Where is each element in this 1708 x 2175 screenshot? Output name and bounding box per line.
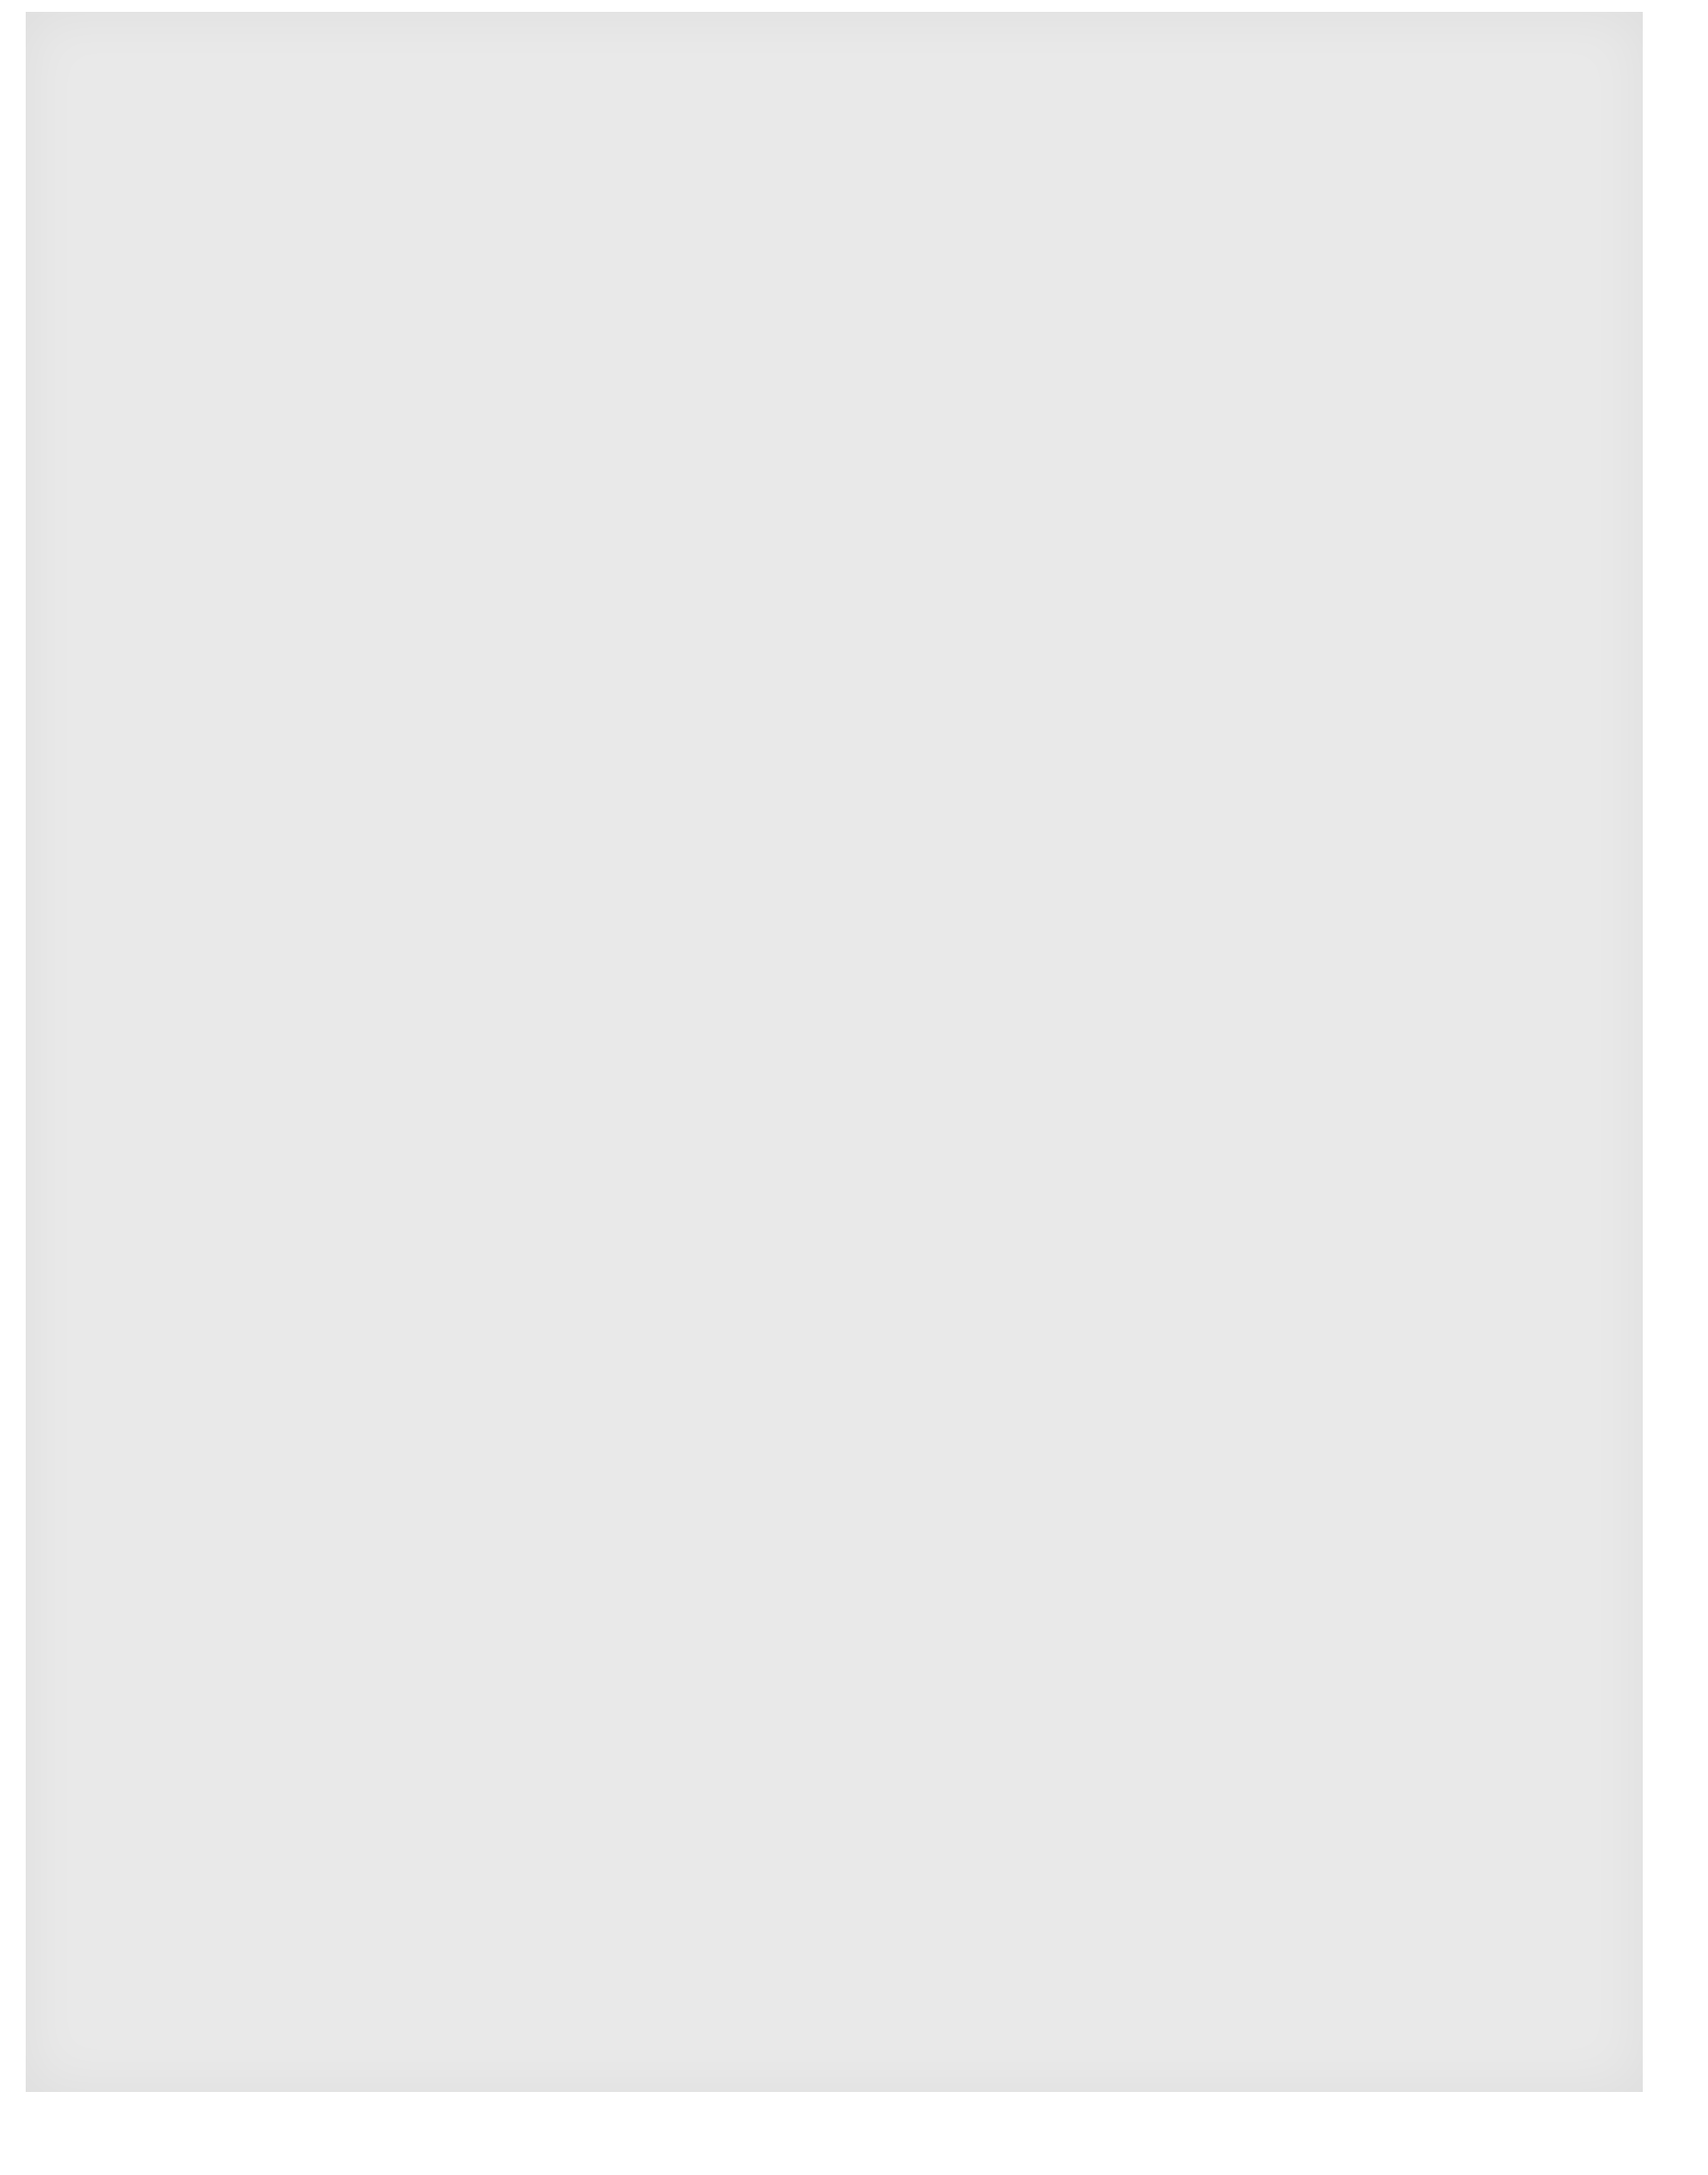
document-page (26, 12, 1643, 2092)
